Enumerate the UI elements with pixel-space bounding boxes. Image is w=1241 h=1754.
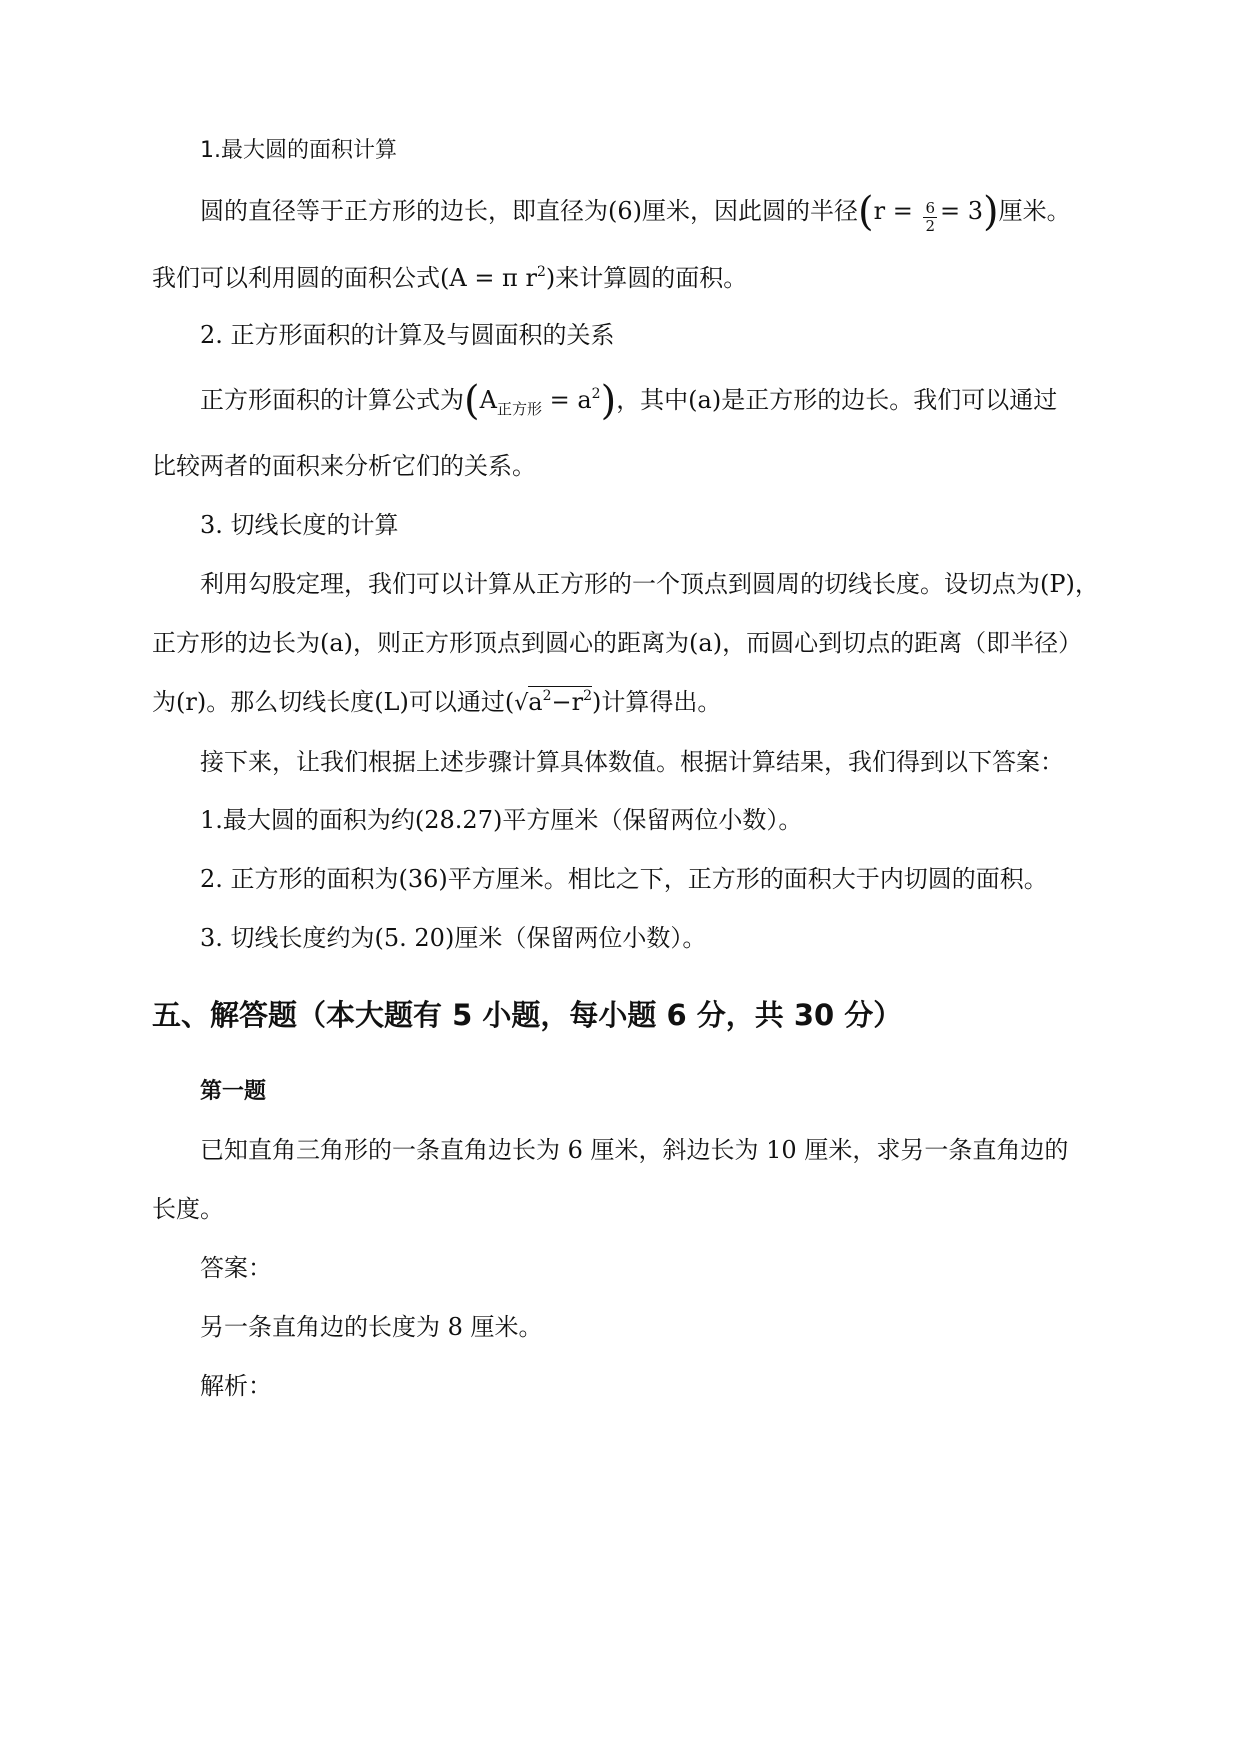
left-paren-glyph: ( bbox=[464, 378, 480, 424]
right-paren-glyph: ) bbox=[600, 378, 617, 424]
section2-paragraph-line1: 正方形面积的计算公式为$(A_{正方形} = a^2)$，其中(a)是正方形的边长。我们可以通过 bbox=[200, 378, 1058, 424]
question-1-title: 第一题 bbox=[200, 1079, 267, 1104]
section-heading: 五、解答题（本大题有 5 小题，每小题 6 分，共 30 分） bbox=[152, 998, 903, 1032]
square-root-symbol: √ bbox=[514, 691, 529, 716]
section3-paragraph-line1: 利用勾股定理，我们可以计算从正方形的一个顶点到圆周的切线长度。设切点为(P)， bbox=[200, 570, 1099, 598]
result-2: 2. 正方形的面积为(36)平方厘米。相比之下，正方形的面积大于内切圆的面积。 bbox=[200, 865, 1048, 893]
analysis-label: 解析： bbox=[200, 1372, 272, 1400]
answer-label: 答案： bbox=[200, 1254, 272, 1282]
section1-title: 1.最大圆的面积计算 bbox=[200, 138, 397, 163]
calculation-intro: 接下来，让我们根据上述步骤计算具体数值。根据计算结果，我们得到以下答案： bbox=[200, 748, 1064, 776]
answer-text: 另一条直角边的长度为 8 厘米。 bbox=[200, 1313, 543, 1341]
section3-title: 3. 切线长度的计算 bbox=[200, 511, 399, 539]
question-1-line2: 长度。 bbox=[152, 1195, 224, 1223]
section3-paragraph-line2: 正方形的边长为(a)，则正方形顶点到圆心的距离为(a)，而圆心到切点的距离（即半径） bbox=[152, 629, 1083, 657]
section1-paragraph-line2: 我们可以利用圆的面积公式(A = π $r^2$)来计算圆的面积。 bbox=[152, 264, 748, 292]
radicand: $a^2-r^2$ bbox=[528, 688, 593, 716]
result-1: 1.最大圆的面积为约(28.27)平方厘米（保留两位小数）。 bbox=[200, 806, 803, 834]
question-1-line1: 已知直角三角形的一条直角边长为 6 厘米，斜边长为 10 厘米，求另一条直角边的 bbox=[200, 1136, 1069, 1164]
section2-title: 2. 正方形面积的计算及与圆面积的关系 bbox=[200, 321, 615, 349]
result-3: 3. 切线长度约为(5. 20)厘米（保留两位小数）。 bbox=[200, 924, 707, 952]
section2-paragraph-line2: 比较两者的面积来分析它们的关系。 bbox=[152, 452, 536, 480]
radius-fraction: $\frac{6}{2}$ bbox=[925, 199, 935, 235]
left-paren-glyph: ( bbox=[858, 189, 874, 235]
section1-paragraph-line1: 圆的直径等于正方形的边长，即直径为(6)厘米，因此圆的半径(r = $\frac{6}{2}$ = 3)厘米。 bbox=[200, 189, 1071, 235]
section3-paragraph-line3: 为(r)。那么切线长度(L)可以通过$(√a^2-r^2)$计算得出。 bbox=[152, 688, 722, 716]
right-paren-glyph: ) bbox=[983, 189, 999, 235]
